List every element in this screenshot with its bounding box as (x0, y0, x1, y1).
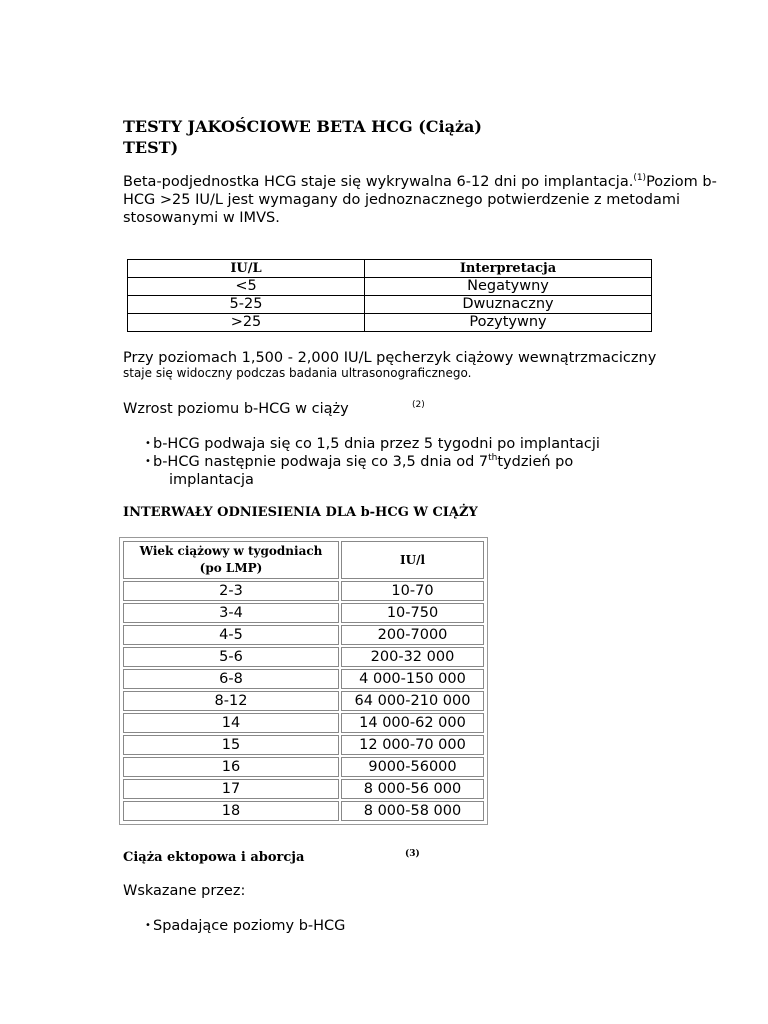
list-item-text-cont: tydzień po (497, 454, 574, 470)
list-item (123, 453, 643, 489)
header-interpretation: Interpretacja (365, 260, 652, 278)
interpretation-table-header-row (128, 260, 652, 278)
table-row (123, 669, 484, 689)
document-title (123, 116, 543, 158)
table-row (128, 296, 652, 314)
table-row (123, 603, 484, 623)
section-heading-bhcg-rise: Wzrost poziomu b-HCG w ciąży (123, 401, 349, 417)
intro-reference: (1) (633, 173, 647, 184)
reference-intervals-table-frame (119, 537, 488, 825)
cell-iu-range: 8 000-58 000 (341, 801, 484, 821)
table-row (123, 691, 484, 711)
list-item-text: b-HCG następnie podwaja się co 3,5 dnia od 7 (153, 454, 489, 470)
cell-iu-range: 8 000-56 000 (341, 779, 484, 799)
cell-weeks: 2-3 (123, 581, 339, 601)
section-heading-ectopic-pregnancy: Ciąża ektopowa i aborcja (123, 850, 305, 865)
cell-iu-l: >25 (128, 314, 365, 332)
list-item (123, 435, 643, 453)
cell-weeks: 16 (123, 757, 339, 777)
cell-weeks: 14 (123, 713, 339, 733)
superscript-th: th (488, 453, 498, 464)
cell-iu-range: 200-32 000 (341, 647, 484, 667)
table-row (123, 581, 484, 601)
list-item (123, 917, 643, 935)
bullet-icon: • (145, 438, 151, 449)
cell-iu-l: <5 (128, 278, 365, 296)
header-gestational-age-line-1: Wiek ciążowy w tygodniach (139, 544, 323, 558)
cell-weeks: 17 (123, 779, 339, 799)
cell-weeks: 3-4 (123, 603, 339, 623)
table-row (128, 314, 652, 332)
cell-weeks: 18 (123, 801, 339, 821)
reference-table-header-row (123, 541, 484, 579)
title-line-1: TESTY JAKOŚCIOWE BETA HCG (Ciąża) (123, 117, 482, 136)
ultrasound-paragraph-line-2: staje się widoczny podczas badania ultrasonograficznego. (123, 366, 472, 380)
cell-weeks: 15 (123, 735, 339, 755)
section-2-reference: (2) (412, 400, 425, 410)
section-heading-reference-intervals: INTERWAŁY ODNIESIENIA DLA b-HCG W CIĄŻY (123, 505, 478, 520)
table-row (123, 779, 484, 799)
list-item-continuation: implantacja (169, 472, 254, 488)
table-row (123, 735, 484, 755)
cell-iu-range: 10-750 (341, 603, 484, 623)
cell-interpretation: Negatywny (365, 278, 652, 296)
cell-weeks: 8-12 (123, 691, 339, 711)
cell-weeks: 4-5 (123, 625, 339, 645)
header-iu-l: IU/l (341, 541, 484, 579)
cell-iu-range: 14 000-62 000 (341, 713, 484, 733)
table-row (123, 801, 484, 821)
cell-iu-range: 4 000-150 000 (341, 669, 484, 689)
table-row (123, 713, 484, 733)
cell-weeks: 5-6 (123, 647, 339, 667)
cell-iu-l: 5-25 (128, 296, 365, 314)
list-item-text: Spadające poziomy b-HCG (153, 918, 346, 934)
table-row (123, 757, 484, 777)
cell-weeks: 6-8 (123, 669, 339, 689)
header-iu-l: IU/L (128, 260, 365, 278)
bullet-icon: • (145, 920, 151, 931)
cell-interpretation: Dwuznaczny (365, 296, 652, 314)
table-row (128, 278, 652, 296)
cell-iu-range: 200-7000 (341, 625, 484, 645)
cell-iu-range: 10-70 (341, 581, 484, 601)
section-4-reference: (3) (405, 849, 420, 859)
table-row (123, 647, 484, 667)
bullet-icon: • (145, 456, 151, 467)
intro-text-2: Poziom b-HCG >25 IU/L jest wymagany do jednoznacznego potwierdzenie z metodami stosowanymi w IMVS. (123, 174, 717, 226)
intro-paragraph (123, 173, 723, 227)
intro-text-1: Beta-podjednostka HCG staje się wykrywalna 6-12 dni po implantacja. (123, 174, 634, 190)
header-gestational-age (123, 541, 339, 579)
table-row (123, 625, 484, 645)
indicated-by-label: Wskazane przez: (123, 883, 246, 899)
cell-interpretation: Pozytywny (365, 314, 652, 332)
ectopic-indicators-list (123, 917, 643, 935)
bhcg-rise-list (123, 435, 643, 489)
interpretation-table (127, 259, 652, 332)
cell-iu-range: 12 000-70 000 (341, 735, 484, 755)
header-gestational-age-line-2: (po LMP) (199, 561, 263, 575)
title-line-2: TEST) (123, 138, 179, 157)
reference-intervals-table (121, 539, 486, 823)
cell-iu-range: 64 000-210 000 (341, 691, 484, 711)
list-item-text: b-HCG podwaja się co 1,5 dnia przez 5 tygodni po implantacji (153, 436, 600, 452)
ultrasound-paragraph-line-1: Przy poziomach 1,500 - 2,000 IU/L pęcherzyk ciążowy wewnątrzmaciczny (123, 350, 657, 366)
cell-iu-range: 9000-56000 (341, 757, 484, 777)
